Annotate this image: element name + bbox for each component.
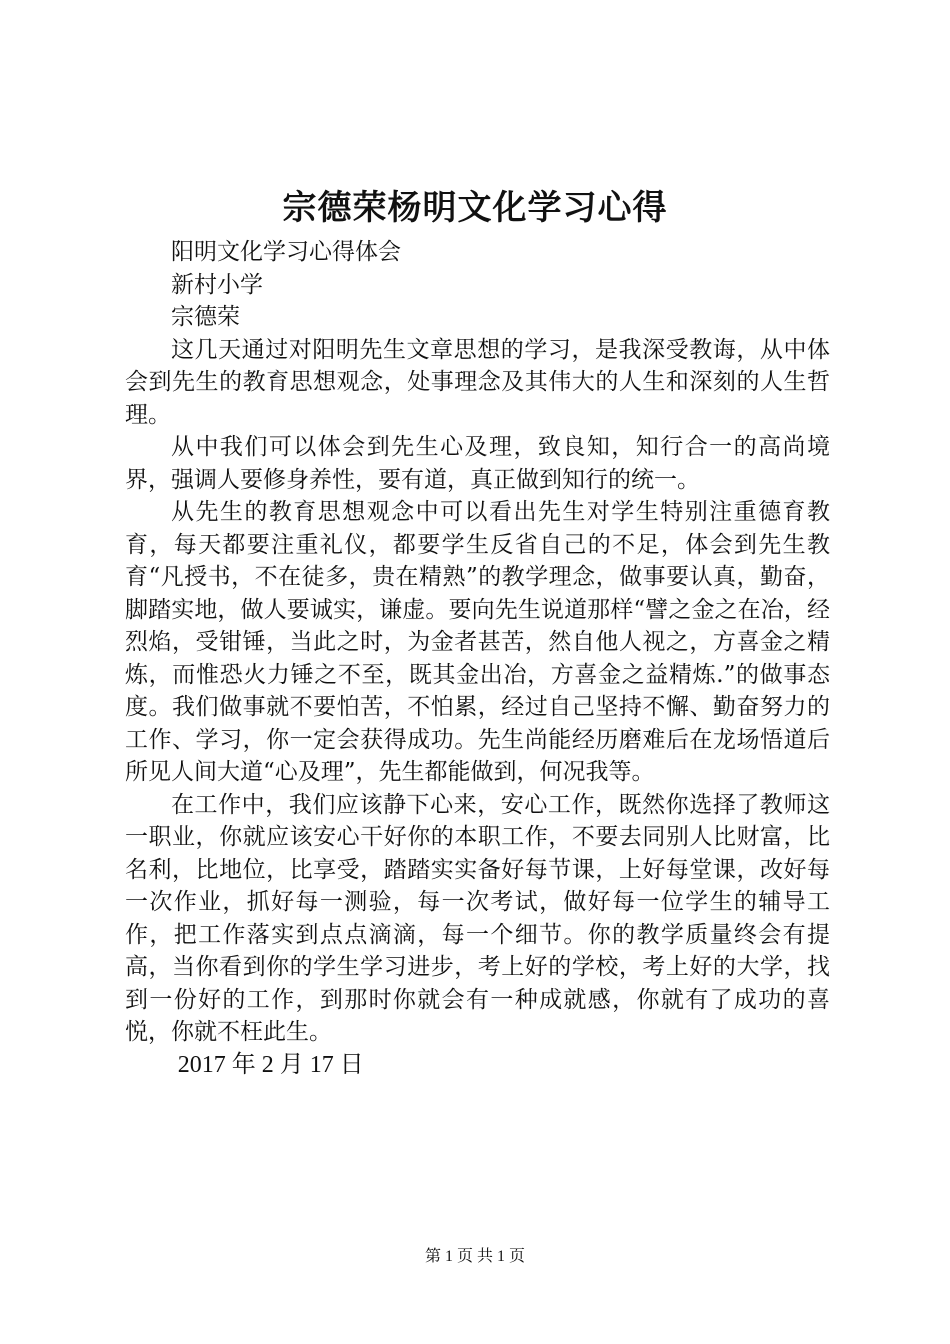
page-footer: 第 1 页 共 1 页 xyxy=(424,1248,525,1265)
school-name: 新村小学 xyxy=(171,271,263,298)
paragraph: 在工作中，我们应该静下心来，安心工作，既然你选择了教师这一职业，你就应该安心干好你的本职工作，不要去同别人比财富，比名利，比地位，比享受，踏踏实实备好每节课，上好每堂课，改好每一次作业，抓好每一测验，每一次考试，做好每一位学生的辅导工作，把工作落实到点点滴滴，每一个细节。你的教学质量终会有提高，当你看到你的学生学习进步，考上好的学校，考上好的大学，找到一份好的工作，到那时你就会有一种成就感，你就有了成功的喜悦，你就不枉此生。 xyxy=(125,791,830,1045)
paragraph: 从先生的教育思想观念中可以看出先生对学生特别注重德育教育，每天都要注重礼仪，都要学生反省自己的不足，体会到先生教育“凡授书，不在徒多，贵在精熟”的教学理念，做事要认真，勤奋，脚踏实地，做人要诚实，谦虚。要向先生说道那样“譬之金之在冶，经烈焰，受钳锤，当此之时，为金者甚苦，然自他人视之，方喜金之精炼，而惟恐火力锤之不至，既其金出冶，方喜金之益精炼.”的做事态度。我们做事就不要怕苦，不怕累，经过自己坚持不懈、勤奋努力的工作、学习，你一定会获得成功。先生尚能经历磨难后在龙场悟道后所见人间大道“心及理”，先生都能做到，何况我等。 xyxy=(125,499,830,785)
document-subtitle: 阳明文化学习心得体会 xyxy=(171,239,401,265)
paragraph: 这几天通过对阳明先生文章思想的学习，是我深受教诲，从中体会到先生的教育思想观念，处事理念及其伟大的人生和深刻的人生哲理。 xyxy=(125,336,830,428)
document-date: 2017 年 2 月 17 日 xyxy=(177,1051,364,1078)
document-title: 宗德荣杨明文化学习心得 xyxy=(282,188,668,228)
paragraph: 从中我们可以体会到先生心及理，致良知，知行合一的高尚境界，强调人要修身养性，要有道，真正做到知行的统一。 xyxy=(125,434,830,493)
document-body xyxy=(125,236,830,1081)
author-name: 宗德荣 xyxy=(171,304,240,330)
